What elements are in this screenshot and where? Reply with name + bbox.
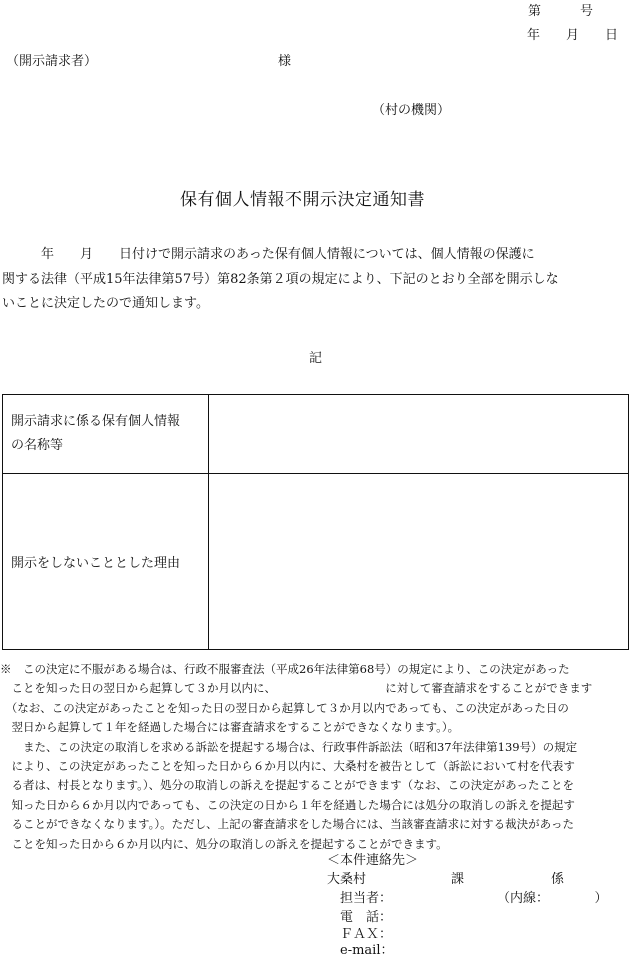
contact-heading: ＜本件連絡先＞ xyxy=(327,853,419,868)
note-line: ことを知った日から６か月以内に、処分の取消しの訴えを提起することができます。 xyxy=(0,836,448,851)
appeal-notes xyxy=(0,660,628,854)
body-line: 関する法律（平成15年法律第57号）第82条第２項の規定により、下記のとおり全部を開示しな xyxy=(2,271,559,287)
document-date-label: 年 月 日 xyxy=(527,28,619,43)
reason-value-cell[interactable] xyxy=(209,474,629,650)
note-line: また、この決定の取消しを求める訴訟を提起する場合は、行政事件訴訟法（昭和37年法律第139号）の規定 xyxy=(0,739,578,754)
contact-person-label: 担当者： xyxy=(340,891,393,906)
document-number-label: 第 号 xyxy=(528,4,594,19)
note-line: （なお、この決定があったことを知った日の翌日から起算して３か月以内であっても、この決定があった日の xyxy=(0,700,569,715)
name-label-cell xyxy=(3,395,209,474)
contact-email-label: e-mail： xyxy=(340,943,394,958)
contact-village: 大桑村 xyxy=(327,872,367,887)
info-table xyxy=(2,394,629,650)
note-line: ことを知った日の翌日から起算して３か月以内に、 に対して審査請求をすることができます xyxy=(0,681,593,696)
contact-department: 課 xyxy=(451,872,465,887)
contact-section: 係 xyxy=(551,872,565,887)
body-line: いことに決定したので通知します。 xyxy=(2,296,209,311)
body-paragraph xyxy=(2,243,559,317)
note-line: ることができなくなります。）。ただし、上記の審査請求をした場合には、当該審査請求に対する裁決があった xyxy=(0,817,574,832)
body-line: 年 月 日付けで開示請求のあった保有個人情報については、個人情報の保護に xyxy=(2,247,535,262)
ki-marker: 記 xyxy=(309,351,323,366)
reason-label-cell: 開示をしないこととした理由 xyxy=(3,474,209,650)
table-row xyxy=(3,395,629,474)
agency-label: （村の機関） xyxy=(372,103,451,118)
document-title: 保有個人情報不開示決定通知書 xyxy=(180,190,425,210)
requester-label: （開示請求者） xyxy=(6,54,98,69)
note-line: 翌日から起算して１年を経過した場合には審査請求をすることができなくなります。）。 xyxy=(0,720,460,735)
note-line: る者は、村長となります。）、処分の取消しの訴えを提起することができます（なお、この決定があったことを xyxy=(0,778,574,793)
name-value-cell[interactable] xyxy=(209,395,629,474)
contact-phone-label: 電 話： xyxy=(340,910,393,925)
name-label-line: の名称等 xyxy=(11,438,64,453)
contact-extension-label: （内線： ） xyxy=(497,891,608,906)
note-line: により、この決定があったことを知った日から６か月以内に、大桑村を被告として（訴訟において村を代表す xyxy=(0,759,575,774)
note-line: ※ この決定に不服がある場合は、行政不服審査法（平成26年法律第68号）の規定により、この決定があった xyxy=(0,662,570,676)
contact-fax-label: ＦＡＸ： xyxy=(340,927,393,942)
table-row xyxy=(3,474,629,650)
name-label-line: 開示請求に係る保有個人情報 xyxy=(11,414,181,429)
honorific: 様 xyxy=(278,54,292,69)
note-line: 知った日から６か月以内であっても、この決定の日から１年を経過した場合には処分の取消しの訴えを提起す xyxy=(0,797,575,812)
